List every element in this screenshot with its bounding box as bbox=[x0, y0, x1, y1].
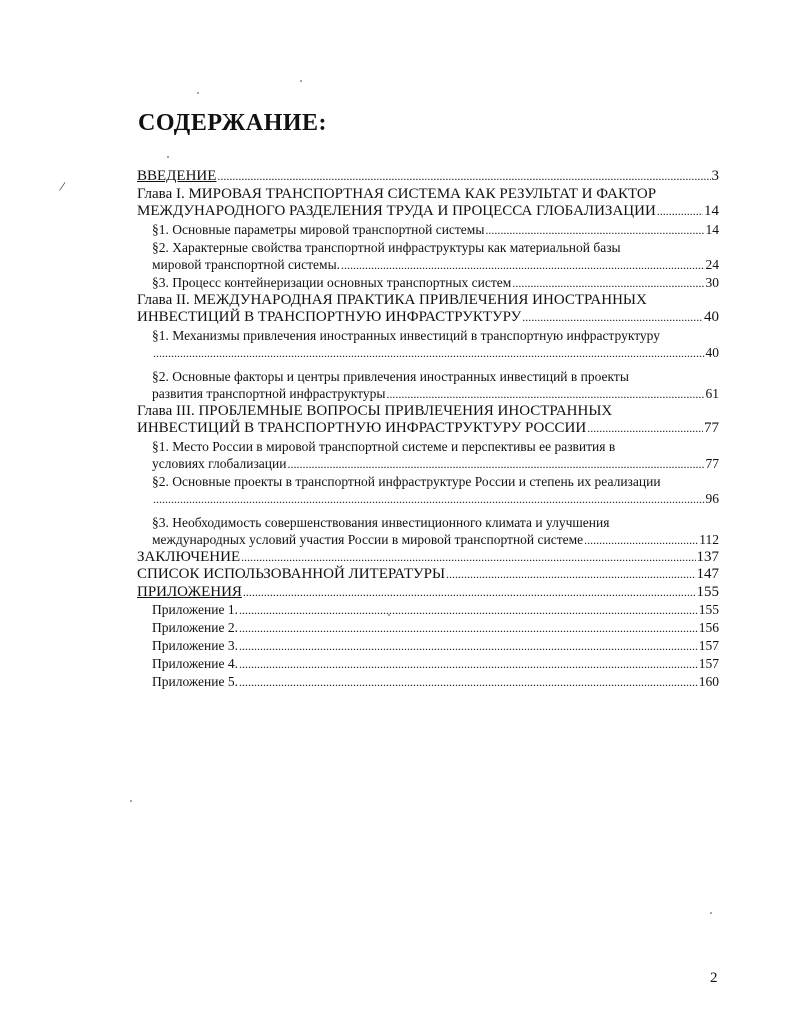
toc-entry-title: Приложение 1. bbox=[152, 602, 238, 617]
toc-page-number: 147 bbox=[696, 566, 719, 582]
toc-entry-appendix-2[interactable] bbox=[137, 619, 719, 637]
toc-page-number: 137 bbox=[696, 548, 719, 565]
toc-page-number: 3 bbox=[711, 168, 719, 184]
toc-entry-title-line1: §3. Необходимость совершенствования инвестиционного климата и улучшения bbox=[152, 514, 610, 530]
toc-leader-dots bbox=[512, 275, 704, 292]
toc-leader-dots bbox=[239, 620, 698, 637]
toc-page-number: 14 bbox=[704, 203, 719, 219]
scan-speck bbox=[710, 912, 712, 914]
toc-leader-dots bbox=[239, 656, 698, 673]
scan-speck bbox=[300, 80, 302, 82]
toc-leader-dots bbox=[386, 386, 704, 403]
toc-entry-appendix-3[interactable] bbox=[137, 637, 719, 655]
page-number: 2 bbox=[710, 970, 718, 986]
scan-speck bbox=[130, 800, 132, 802]
toc-entry-appendix-5[interactable] bbox=[137, 673, 719, 691]
toc-page-number: 157 bbox=[698, 656, 719, 671]
toc-page-number: 156 bbox=[698, 620, 719, 635]
toc-entry-title: ИНВЕСТИЦИЙ В ТРАНСПОРТНУЮ ИНФРАСТРУКТУРУ РОССИИ bbox=[137, 420, 587, 436]
toc-entry-title: ИНВЕСТИЦИЙ В ТРАНСПОРТНУЮ ИНФРАСТРУКТУРУ bbox=[137, 309, 522, 325]
toc-page-number: 157 bbox=[698, 638, 719, 653]
toc-leader-dots bbox=[241, 549, 695, 567]
toc-entry-title: МЕЖДУНАРОДНОГО РАЗДЕЛЕНИЯ ТРУДА И ПРОЦЕССА ГЛОБАЛИЗАЦИИ bbox=[137, 203, 656, 219]
toc-leader-dots bbox=[287, 456, 704, 473]
toc-entry-title: Приложение 4. bbox=[152, 656, 238, 671]
toc-entry-title-line1: §2. Характерные свойства транспортной инфраструктуры как материальной базы bbox=[152, 239, 621, 255]
toc-leader-dots bbox=[522, 309, 703, 327]
toc-entry-appendix-1[interactable] bbox=[137, 601, 719, 619]
toc-entry-title: Приложение 5. bbox=[152, 674, 238, 689]
toc-page-number: 61 bbox=[705, 385, 719, 401]
toc-entry-introduction[interactable] bbox=[137, 168, 719, 186]
toc-entry-title: мировой транспортной системы. bbox=[152, 256, 341, 272]
toc-leader-dots bbox=[587, 420, 703, 438]
scan-speck bbox=[388, 614, 390, 616]
toc-entry-1-2[interactable] bbox=[137, 239, 719, 274]
toc-entry-title-line1: Глава II. МЕЖДУНАРОДНАЯ ПРАКТИКА ПРИВЛЕЧЕНИЯ ИНОСТРАННЫХ bbox=[137, 291, 647, 308]
toc-entry-1-3[interactable] bbox=[137, 274, 719, 292]
toc-entry-title: Приложение 3. bbox=[152, 638, 238, 653]
toc-page-number: 77 bbox=[705, 455, 719, 471]
toc-page-number: 96 bbox=[705, 490, 719, 506]
toc-leader-dots bbox=[239, 602, 698, 619]
toc-entry-chapter-2[interactable] bbox=[137, 292, 719, 327]
toc-entry-title: ПРИЛОЖЕНИЯ bbox=[137, 583, 242, 600]
toc-entry-title: СПИСОК ИСПОЛЬЗОВАННОЙ ЛИТЕРАТУРЫ bbox=[137, 566, 446, 582]
toc-entry-title: развития транспортной инфраструктуры bbox=[152, 385, 386, 401]
scan-speck bbox=[197, 92, 199, 94]
toc-entry-title: §3. Процесс контейнеризации основных транспортных систем bbox=[152, 274, 512, 290]
toc-leader-dots bbox=[657, 203, 703, 221]
toc-entry-1-1[interactable] bbox=[137, 221, 719, 239]
page-title: СОДЕРЖАНИЕ: bbox=[138, 110, 328, 136]
toc-entry-2-1[interactable] bbox=[137, 327, 719, 362]
toc-entry-title-line1: §2. Основные факторы и центры привлечения иностранных инвестиций в проекты bbox=[152, 368, 629, 384]
toc-entry-bibliography[interactable] bbox=[137, 566, 719, 584]
toc-entry-title-line1: Глава III. ПРОБЛЕМНЫЕ ВОПРОСЫ ПРИВЛЕЧЕНИЯ ИНОСТРАННЫХ bbox=[137, 402, 613, 419]
toc-entry-title: Приложение 2. bbox=[152, 620, 238, 635]
scan-speck bbox=[167, 156, 169, 158]
toc-entry-conclusion[interactable] bbox=[137, 549, 719, 567]
toc-leader-dots bbox=[153, 345, 705, 362]
toc-leader-dots bbox=[446, 566, 695, 584]
toc-entry-title-line1: Глава I. МИРОВАЯ ТРАНСПОРТНАЯ СИСТЕМА КАК РЕЗУЛЬТАТ И ФАКТОР bbox=[137, 185, 657, 202]
toc-page-number: 155 bbox=[696, 583, 719, 600]
toc-entry-chapter-3[interactable] bbox=[137, 403, 719, 438]
toc-leader-dots bbox=[239, 638, 698, 655]
toc-entry-title-line1: §2. Основные проекты в транспортной инфраструктуре России и степень их реализации bbox=[152, 473, 661, 489]
toc-leader-dots bbox=[584, 532, 698, 549]
toc-page-number: 112 bbox=[699, 531, 719, 547]
toc-page-number: 30 bbox=[705, 274, 719, 290]
toc-leader-dots bbox=[243, 584, 696, 602]
toc-page-number: 14 bbox=[705, 221, 719, 237]
toc-page-number: 155 bbox=[698, 602, 719, 617]
toc-leader-dots bbox=[485, 222, 704, 239]
toc-entry-3-2[interactable] bbox=[137, 473, 719, 508]
toc-entry-title: ВВЕДЕНИЕ bbox=[137, 168, 217, 184]
toc-leader-dots bbox=[217, 168, 710, 186]
toc-entry-2-2[interactable] bbox=[137, 368, 719, 403]
toc-entry-title: условиях глобализации bbox=[152, 455, 287, 471]
toc-entry-chapter-1[interactable] bbox=[137, 186, 719, 221]
toc-entry-title-line1: §1. Механизмы привлечения иностранных инвестиций в транспортную инфраструктуру bbox=[152, 327, 660, 343]
toc-entry-title-line1: §1. Место России в мировой транспортной системе и перспективы ее развития в bbox=[152, 438, 616, 454]
toc-entry-appendices[interactable] bbox=[137, 584, 719, 602]
toc-entry-appendix-4[interactable] bbox=[137, 655, 719, 673]
toc-entry-3-3[interactable] bbox=[137, 514, 719, 549]
margin-pencil-mark: / bbox=[58, 179, 66, 196]
toc-page-number: 77 bbox=[704, 420, 719, 436]
toc-leader-dots bbox=[153, 491, 705, 508]
toc-page-number: 40 bbox=[704, 309, 719, 325]
toc-entry-title: ЗАКЛЮЧЕНИЕ bbox=[137, 548, 241, 565]
toc-leader-dots bbox=[341, 257, 704, 274]
toc-page-number: 40 bbox=[705, 344, 719, 360]
toc-page-number: 160 bbox=[698, 674, 719, 689]
table-of-contents bbox=[137, 168, 719, 691]
toc-page-number: 24 bbox=[705, 256, 719, 272]
toc-entry-title: §1. Основные параметры мировой транспортной системы bbox=[152, 221, 485, 237]
toc-leader-dots bbox=[239, 674, 698, 691]
toc-entry-title: международных условий участия России в мировой транспортной системе bbox=[152, 531, 584, 547]
toc-entry-3-1[interactable] bbox=[137, 438, 719, 473]
